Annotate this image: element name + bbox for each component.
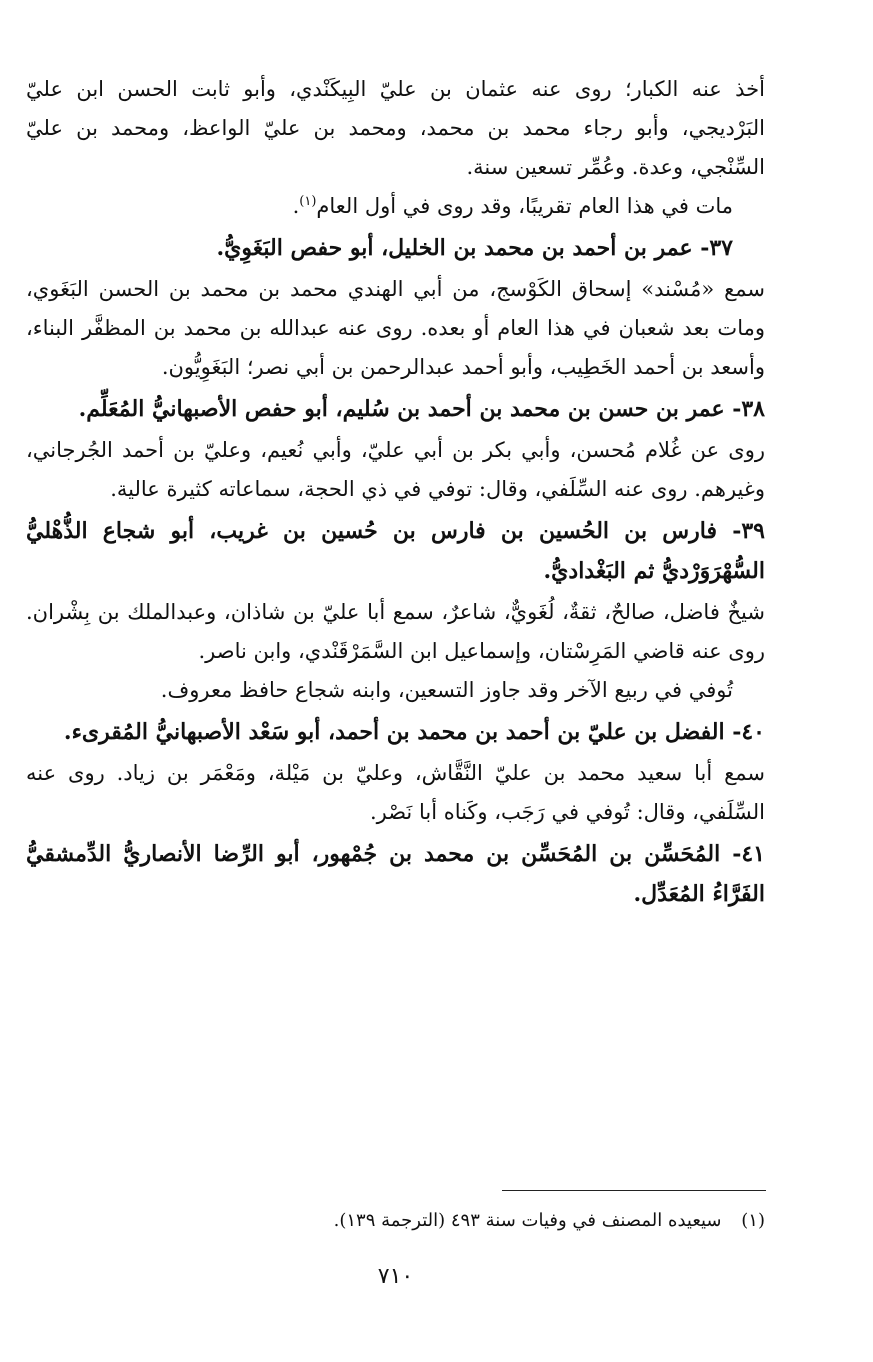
footnote-text: سيعيده المصنف في وفيات سنة ٤٩٣ (الترجمة ١٣٩). — [333, 1210, 722, 1231]
main-text — [26, 70, 765, 914]
paragraph-39a: شيخٌ فاضل، صالحٌ، ثقةٌ، لُغَويٌّ، شاعرٌ، سمع أبا عليّ بن شاذان، وعبدالملك بن بِشْران. روى عنه قاضي المَرِسْتان، وإسماعيل ابن السَّمَرْقَنْدي، وابن ناصر. — [26, 600, 765, 663]
paragraph-37: سمع «مُسْند» إسحاق الكَوْسج، من أبي الهندي محمد بن محمد بن الحسن البَغَوي، ومات بعد شعبان في هذا العام أو بعده. روى عنه عبدالله بن محمد بن المظفَّر البناء، وأسعد بن أحمد الخَطِيب، وأبو أحمد عبدالرحمن بن أبي نصر؛ البَغَوِيُّون. — [26, 277, 765, 379]
entry-heading-38: ٣٨- عمر بن حسن بن محمد بن أحمد بن سُليم، أبو حفص الأصبهانيُّ المُعَلِّم. — [78, 396, 765, 422]
footnote-divider — [502, 1190, 766, 1191]
entry-heading-41: ٤١- المُحَسِّن بن المُحَسِّن بن محمد بن جُمْهور، أبو الرِّضا الأنصاريُّ الدِّمشقيُّ الفَرَّاءُ المُعَدِّل. — [26, 841, 765, 907]
paragraph-2 — [26, 187, 765, 226]
footnote — [26, 1207, 765, 1235]
footnote-reference[interactable]: (١) — [299, 194, 317, 209]
paragraph-2-text: مات في هذا العام تقريبًا، وقد روى في أول العام — [316, 194, 733, 218]
paragraph-1: أخذ عنه الكبار؛ روى عنه عثمان بن عليّ البِيكَنْدي، وأبو ثابت الحسن ابن عليّ البَرْديجي، وأبو رجاء محمد بن محمد، ومحمد بن عليّ الواعظ، ومحمد بن عليّ السِّنْجي، وعدة. وعُمِّر تسعين سنة. — [26, 77, 765, 179]
paragraph-2-tail: . — [292, 194, 300, 218]
paragraph-38: روى عن غُلام مُحسن، وأبي بكر بن أبي عليّ، وأبي نُعيم، وعليّ بن أحمد الجُرجاني، وغيرهم. روى عنه السِّلَفي، وقال: توفي في ذي الحجة، سماعاته كثيرة عالية. — [26, 438, 765, 501]
entry-heading-37: ٣٧- عمر بن أحمد بن محمد بن الخليل، أبو حفص البَغَوِيُّ. — [216, 235, 733, 261]
page-number: ٧١٠ — [377, 1264, 414, 1289]
paragraph-39b: تُوفي في ربيع الآخر وقد جاوز التسعين، وابنه شجاع حافظ معروف. — [160, 678, 733, 702]
paragraph-40: سمع أبا سعيد محمد بن عليّ النَّقَّاش، وعليّ بن مَيْلة، ومَعْمَر بن زياد. روى عنه السِّلَفي، وقال: تُوفي في رَجَب، وكَناه أبا نَصْر. — [26, 761, 765, 824]
footnote-marker: (١) — [741, 1210, 765, 1231]
entry-heading-39: ٣٩- فارس بن الحُسين بن فارس بن حُسين بن غريب، أبو شجاع الذُّهْليُّ السُّهْرَوَرْديُّ ثم البَغْداديُّ. — [26, 518, 765, 584]
entry-heading-40: ٤٠- الفضل بن عليّ بن أحمد بن محمد بن أحمد، أبو سَعْد الأصبهانيُّ المُقرىء. — [63, 719, 765, 745]
